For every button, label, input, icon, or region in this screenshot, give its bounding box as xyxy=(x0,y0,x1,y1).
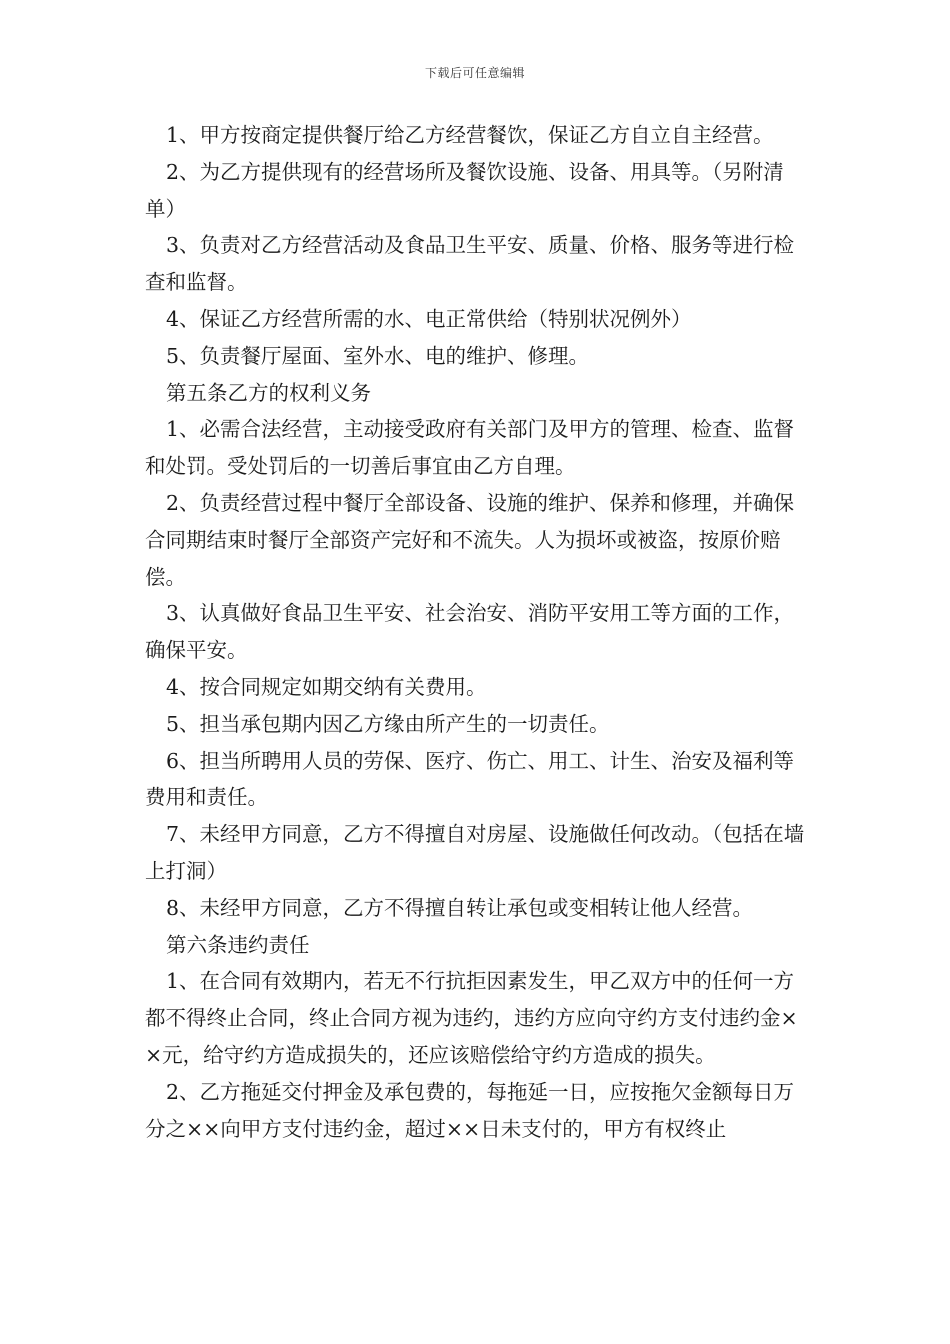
paragraph: 5、担当承包期内因乙方缘由所产生的一切责任。 xyxy=(166,711,610,736)
paragraph: 1、必需合法经营，主动接受政府有关部门及甲方的管理、检查、监督和处罚。受处罚后的一切善后事宜由乙方自理。 xyxy=(145,417,795,479)
paragraph: 2、为乙方提供现有的经营场所及餐饮设施、设备、用具等。（另附清单） xyxy=(145,159,784,221)
page-header-note: 下载后可任意编辑 xyxy=(424,66,525,80)
section-heading: 第六条违约责任 xyxy=(166,932,310,957)
section-heading: 第五条乙方的权利义务 xyxy=(166,380,371,405)
paragraph: 2、乙方拖延交付押金及承包费的，每拖延一日，应按拖欠金额每日万分之××向甲方支付违约金，超过××日未支付的，甲方有权终止 xyxy=(145,1079,795,1141)
paragraph: 8、未经甲方同意，乙方不得擅自转让承包或变相转让他人经营。 xyxy=(166,895,754,920)
paragraph: 4、按合同规定如期交纳有关费用。 xyxy=(166,674,487,699)
paragraph: 7、未经甲方同意，乙方不得擅自对房屋、设施做任何改动。（包括在墙上打洞） xyxy=(145,822,805,883)
document-body xyxy=(145,117,813,1147)
paragraph: 4、保证乙方经营所需的水、电正常供给（特别状况例外） xyxy=(166,306,692,331)
paragraph: 6、担当所聘用人员的劳保、医疗、伤亡、用工、计生、治安及福利等费用和责任。 xyxy=(145,748,795,810)
paragraph: 3、负责对乙方经营活动及食品卫生平安、质量、价格、服务等进行检查和监督。 xyxy=(145,233,795,295)
paragraph: 5、负责餐厅屋面、室外水、电的维护、修理。 xyxy=(166,343,590,368)
paragraph: 1、甲方按商定提供餐厅给乙方经营餐饮，保证乙方自立自主经营。 xyxy=(166,123,774,147)
paragraph: 2、负责经营过程中餐厅全部设备、设施的维护、保养和修理，并确保合同期结束时餐厅全部资产完好和不流失。人为损坏或被盗，按原价赔偿。 xyxy=(145,490,795,589)
paragraph: 3、认真做好食品卫生平安、社会治安、消防平安用工等方面的工作，确保平安。 xyxy=(145,601,795,663)
paragraph: 1、在合同有效期内，若无不行抗拒因素发生，甲乙双方中的任何一方都不得终止合同，终止合同方视为违约，违约方应向守约方支付违约金××元，给守约方造成损失的，还应该赔偿给守约方造成的损失。 xyxy=(145,969,798,1067)
